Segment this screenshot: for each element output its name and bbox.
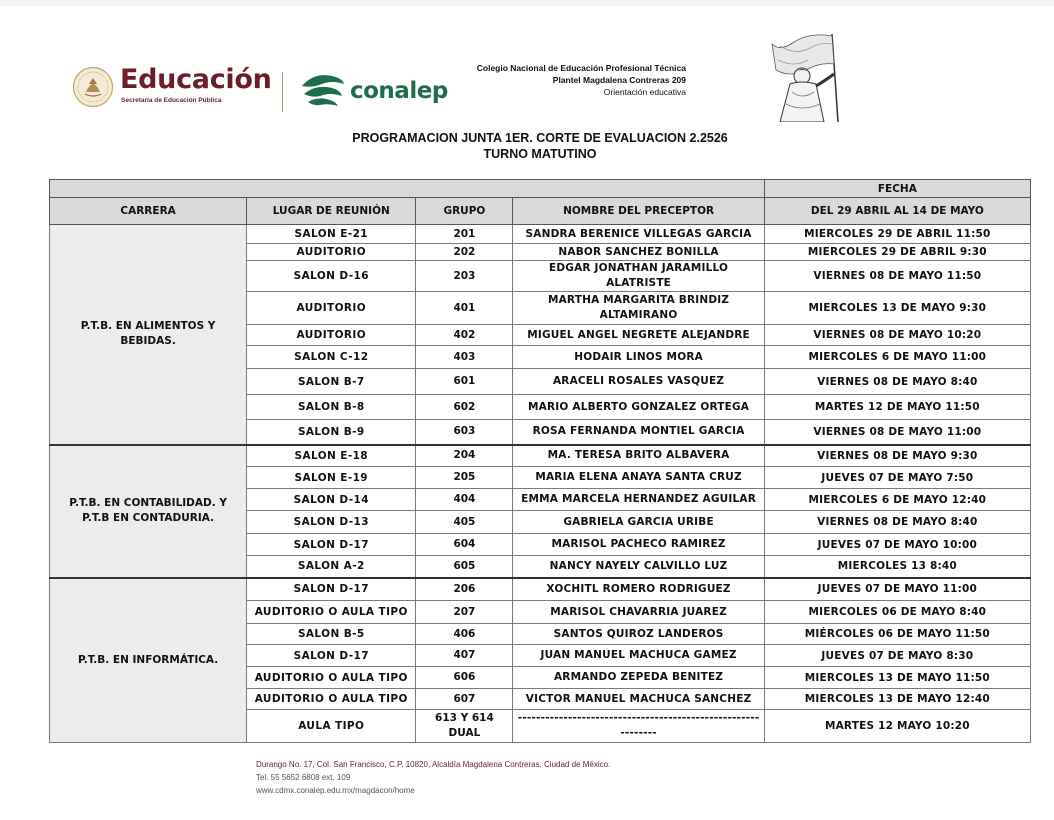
lugar-cell: AUDITORIO: [247, 244, 416, 261]
grupo-cell: 606: [416, 667, 513, 689]
footer-address: Durango No. 17, Col. San Francisco, C.P. 10820, Alcaldía Magdalena Contreras, Ciudad de México.: [256, 760, 611, 769]
fecha-cell: MIERCOLES 29 DE ABRIL 11:50: [764, 225, 1030, 244]
preceptor-cell: -------------------------------------------------------------: [513, 710, 764, 743]
carrera-cell: P.T.B. EN INFORMÁTICA.: [50, 578, 247, 743]
preceptor-cell: SANTOS QUIROZ LANDEROS: [513, 624, 764, 645]
table-row: [50, 445, 1031, 467]
table-row: [50, 225, 1031, 244]
header-row-columns: [50, 198, 1031, 225]
grupo-cell: 602: [416, 395, 513, 420]
fecha-cell: MARTES 12 DE MAYO 11:50: [764, 395, 1030, 420]
lugar-cell: SALON B-9: [247, 420, 416, 445]
column-header-fecha: FECHA: [764, 180, 1030, 198]
fecha-cell: VIERNES 08 DE MAYO 9:30: [764, 445, 1030, 467]
carrera-cell: P.T.B. EN ALIMENTOS Y BEBIDAS.: [50, 225, 247, 445]
preceptor-cell: EDGAR JONATHAN JARAMILLO ALATRISTE: [513, 261, 764, 292]
fecha-cell: VIERNES 08 DE MAYO 11:50: [764, 261, 1030, 292]
carrera-cell: P.T.B. EN CONTABILIDAD. Y P.T.B EN CONTADURIA.: [50, 445, 247, 578]
grupo-cell: 205: [416, 467, 513, 489]
lugar-cell: SALON B-8: [247, 395, 416, 420]
lugar-cell: SALON D-13: [247, 511, 416, 534]
lugar-cell: SALON D-17: [247, 534, 416, 556]
lugar-cell: AULA TIPO: [247, 710, 416, 743]
campus-name: Plantel Magdalena Contreras 209: [552, 75, 686, 85]
column-header-fecha-range: DEL 29 ABRIL AL 14 DE MAYO: [764, 198, 1030, 225]
header-blank-cell: [50, 180, 765, 198]
preceptor-cell: GABRIELA GARCIA URIBE: [513, 511, 764, 534]
grupo-cell: 613 Y 614 DUAL: [416, 710, 513, 743]
preceptor-cell: MIGUEL ANGEL NEGRETE ALEJANDRE: [513, 325, 764, 346]
mexican-seal-icon: [72, 66, 114, 108]
grupo-cell: 605: [416, 556, 513, 578]
preceptor-cell: MARTHA MARGARITA BRINDIZ ALTAMIRANO: [513, 292, 764, 325]
fecha-cell: MIERCOLES 13 8:40: [764, 556, 1030, 578]
fecha-cell: VIERNES 08 DE MAYO 10:20: [764, 325, 1030, 346]
grupo-cell: 406: [416, 624, 513, 645]
grupo-cell: 401: [416, 292, 513, 325]
preceptor-cell: ROSA FERNANDA MONTIEL GARCIA: [513, 420, 764, 445]
preceptor-cell: MARIA ELENA ANAYA SANTA CRUZ: [513, 467, 764, 489]
institution-name: Colegio Nacional de Educación Profesional Técnica: [476, 63, 686, 73]
lugar-cell: SALON D-17: [247, 578, 416, 601]
grupo-cell: 201: [416, 225, 513, 244]
preceptor-cell: HODAIR LINOS MORA: [513, 346, 764, 369]
document-title: [0, 130, 1054, 162]
preceptor-cell: XOCHITL ROMERO RODRIGUEZ: [513, 578, 764, 601]
grupo-cell: 403: [416, 346, 513, 369]
lugar-cell: SALON E-19: [247, 467, 416, 489]
footer-phone: Tel. 55 5652 6808 ext. 109: [256, 773, 351, 782]
lugar-cell: SALON D-17: [247, 645, 416, 667]
grupo-cell: 604: [416, 534, 513, 556]
heroine-flag-illustration: [750, 30, 850, 122]
preceptor-cell: ARACELI ROSALES VASQUEZ: [513, 369, 764, 395]
lugar-cell: SALON D-16: [247, 261, 416, 292]
column-header-carrera: CARRERA: [50, 198, 247, 225]
fecha-cell: MIERCOLES 13 DE MAYO 9:30: [764, 292, 1030, 325]
grupo-cell: 601: [416, 369, 513, 395]
lugar-cell: SALON E-18: [247, 445, 416, 467]
lugar-cell: SALON B-7: [247, 369, 416, 395]
fecha-cell: JUEVES 07 DE MAYO 8:30: [764, 645, 1030, 667]
grupo-cell: 405: [416, 511, 513, 534]
preceptor-cell: VICTOR MANUEL MACHUCA SANCHEZ: [513, 689, 764, 710]
fecha-cell: JUEVES 07 DE MAYO 7:50: [764, 467, 1030, 489]
fecha-cell: MIERCOLES 6 DE MAYO 12:40: [764, 489, 1030, 511]
lugar-cell: AUDITORIO O AULA TIPO: [247, 601, 416, 624]
column-header-lugar: LUGAR DE REUNIÓN: [247, 198, 416, 225]
schedule-body: [50, 225, 1031, 743]
preceptor-cell: SANDRA BERENICE VILLEGAS GARCIA: [513, 225, 764, 244]
preceptor-cell: MA. TERESA BRITO ALBAVERA: [513, 445, 764, 467]
fecha-cell: VIERNES 08 DE MAYO 11:00: [764, 420, 1030, 445]
fecha-cell: MIERCOLES 29 DE ABRIL 9:30: [764, 244, 1030, 261]
educacion-subtitle: Secretaría de Educación Pública: [121, 97, 222, 104]
schedule-table: [49, 179, 1031, 743]
footer-web: www.cdmx.conalep.edu.mx/magdacon/home: [256, 786, 415, 795]
grupo-cell: 404: [416, 489, 513, 511]
preceptor-cell: MARIO ALBERTO GONZALEZ ORTEGA: [513, 395, 764, 420]
preceptor-cell: MARISOL PACHECO RAMIREZ: [513, 534, 764, 556]
preceptor-cell: ARMANDO ZEPEDA BENITEZ: [513, 667, 764, 689]
fecha-cell: MARTES 12 MAYO 10:20: [764, 710, 1030, 743]
header-row-top: [50, 180, 1031, 198]
grupo-cell: 407: [416, 645, 513, 667]
grupo-cell: 402: [416, 325, 513, 346]
lugar-cell: AUDITORIO: [247, 325, 416, 346]
conalep-word: conalep: [350, 78, 448, 104]
logo-divider: [282, 72, 283, 112]
column-header-preceptor: NOMBRE DEL PRECEPTOR: [513, 198, 764, 225]
fecha-cell: VIERNES 08 DE MAYO 8:40: [764, 369, 1030, 395]
title-line-1: PROGRAMACION JUNTA 1ER. CORTE DE EVALUACION 2.2526: [352, 131, 728, 145]
department-name: Orientación educativa: [603, 87, 686, 97]
lugar-cell: SALON B-5: [247, 624, 416, 645]
top-shade: [0, 0, 1054, 6]
fecha-cell: MIERCOLES 06 DE MAYO 8:40: [764, 601, 1030, 624]
footer: [256, 758, 610, 797]
grupo-cell: 607: [416, 689, 513, 710]
conalep-logo-icon: [298, 70, 348, 110]
conalep-logo: [298, 68, 448, 112]
grupo-cell: 202: [416, 244, 513, 261]
lugar-cell: SALON C-12: [247, 346, 416, 369]
lugar-cell: SALON A-2: [247, 556, 416, 578]
fecha-cell: MIERCOLES 6 DE MAYO 11:00: [764, 346, 1030, 369]
column-header-grupo: GRUPO: [416, 198, 513, 225]
lugar-cell: AUDITORIO O AULA TIPO: [247, 667, 416, 689]
educacion-logo: [72, 64, 272, 112]
preceptor-cell: NABOR SANCHEZ BONILLA: [513, 244, 764, 261]
grupo-cell: 603: [416, 420, 513, 445]
lugar-cell: SALON D-14: [247, 489, 416, 511]
institution-block: [477, 62, 686, 98]
grupo-cell: 206: [416, 578, 513, 601]
grupo-cell: 207: [416, 601, 513, 624]
lugar-cell: AUDITORIO O AULA TIPO: [247, 689, 416, 710]
preceptor-cell: MARISOL CHAVARRIA JUAREZ: [513, 601, 764, 624]
fecha-cell: MIERCOLES 13 DE MAYO 11:50: [764, 667, 1030, 689]
grupo-cell: 204: [416, 445, 513, 467]
grupo-cell: 203: [416, 261, 513, 292]
title-line-2: TURNO MATUTINO: [483, 147, 597, 161]
preceptor-cell: NANCY NAYELY CALVILLO LUZ: [513, 556, 764, 578]
fecha-cell: VIERNES 08 DE MAYO 8:40: [764, 511, 1030, 534]
lugar-cell: SALON E-21: [247, 225, 416, 244]
fecha-cell: JUEVES 07 DE MAYO 10:00: [764, 534, 1030, 556]
fecha-cell: MIÉRCOLES 06 DE MAYO 11:50: [764, 624, 1030, 645]
lugar-cell: AUDITORIO: [247, 292, 416, 325]
fecha-cell: MIERCOLES 13 DE MAYO 12:40: [764, 689, 1030, 710]
preceptor-cell: JUAN MANUEL MACHUCA GAMEZ: [513, 645, 764, 667]
educacion-word: Educación: [120, 64, 272, 95]
table-row: [50, 578, 1031, 601]
preceptor-cell: EMMA MARCELA HERNANDEZ AGUILAR: [513, 489, 764, 511]
fecha-cell: JUEVES 07 DE MAYO 11:00: [764, 578, 1030, 601]
